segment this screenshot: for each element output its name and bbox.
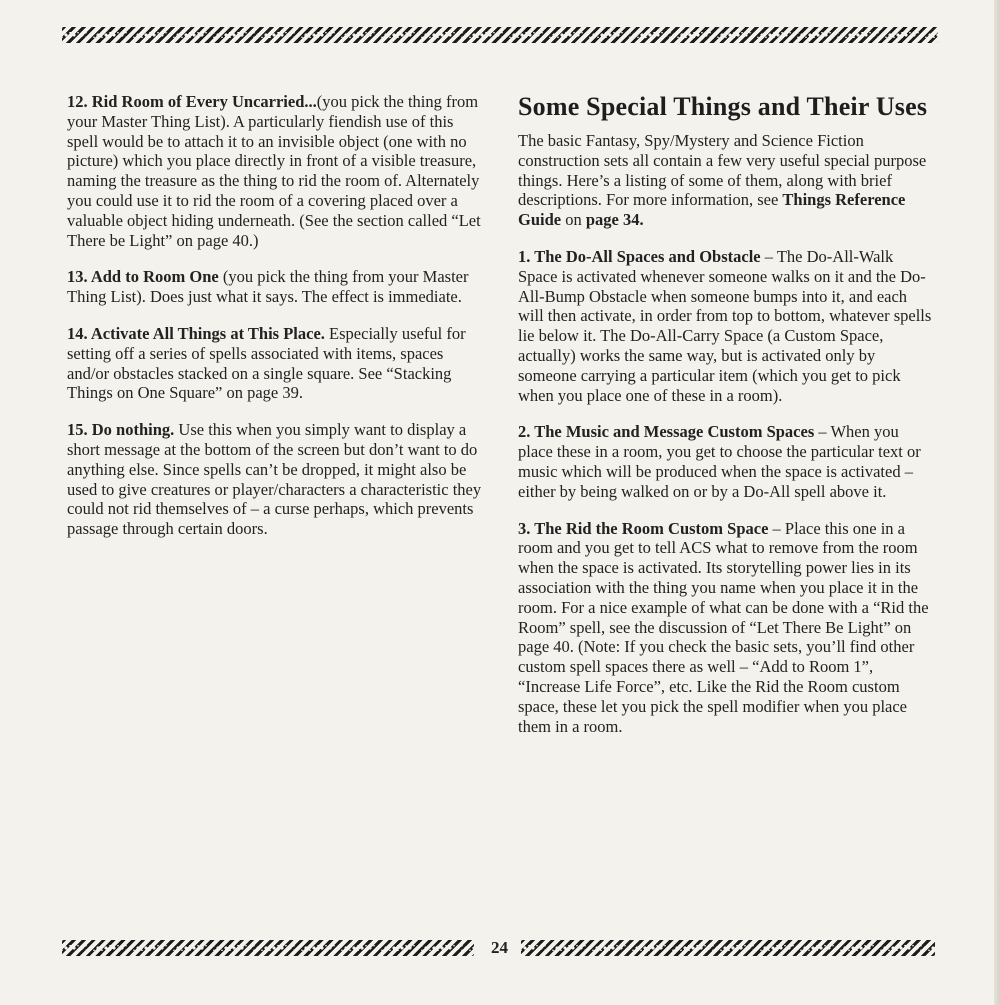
spell-13-paragraph xyxy=(67,267,485,307)
spell-15-title: 15. Do nothing. xyxy=(67,420,175,440)
spell-12-title: 12. Rid Room of Every Uncarried... xyxy=(67,92,317,111)
special-thing-1-text: – The Do-All-Walk Space is activated whenever someone walks on it and the Do-All-Bump Obstacle when someone bumps into it, and each will then activate, in order from top to bottom, whatever spells lie below it. The Do-All-Carry Space (a Custom Space, actually) works the same way, but is activated only by someone carrying a particular item (which you get to pick when you place one of these in a room). xyxy=(518,246,932,405)
page-edge-shadow xyxy=(994,0,1000,1005)
spell-13-title: 13. Add to Room One xyxy=(67,267,219,287)
special-thing-3-title: 3. The Rid the Room Custom Space xyxy=(518,518,769,538)
spell-12-text: (you pick the thing from your Master Thing List). A particularly fiendish use of this spell would be to attach it to an invisible object (one with no picture) which you place directly in front of a visible treasure, naming the treasure as the thing to rid the room of. Alternately you could use it to rid the room of a covering placed over a valuable object hiding underneath. (See the section called “Let There be Light” on page 40.) xyxy=(67,92,481,250)
special-thing-3-paragraph xyxy=(518,519,935,737)
right-column xyxy=(518,92,935,753)
spell-12-paragraph xyxy=(67,92,485,250)
bottom-decorative-border-right xyxy=(521,940,935,956)
left-column xyxy=(67,92,485,556)
intro-text: The basic Fantasy, Spy/Mystery and Science Fiction construction sets all contain a few very useful special purpose things. Here’s a listing of some of them, along with brief descriptions. For more information, see xyxy=(518,131,927,210)
spell-14-title: 14. Activate All Things at This Place. xyxy=(67,323,325,343)
special-thing-2-paragraph xyxy=(518,422,935,501)
special-thing-2-text: – When you place these in a room, you get to choose the particular text or music which will be produced when the space is activated – either by being walked on or by a Do-All spell above it. xyxy=(518,422,921,501)
page-number: 24 xyxy=(491,938,508,957)
bottom-decorative-border-left xyxy=(62,940,474,956)
special-thing-2-title: 2. The Music and Message Custom Spaces xyxy=(518,422,815,442)
section-heading: Some Special Things and Their Uses xyxy=(518,92,928,121)
special-thing-1-title: 1. The Do-All Spaces and Obstacle xyxy=(518,246,761,266)
spell-15-text: Use this when you simply want to display a short message at the bottom of the screen but don’t want to do anything else. Since spells can’t be dropped, it might also be used to give creatures or player/characters a characteristic they could not rid themselves of – a curse perhaps, which prevents passage through certain doors. xyxy=(67,420,482,539)
intro-page-ref: page 34. xyxy=(585,210,644,230)
top-decorative-border xyxy=(62,27,938,43)
spell-14-paragraph xyxy=(67,324,485,403)
special-thing-3-text: – Place this one in a room and you get to tell ACS what to remove from the room when the space is activated. Its storytelling power lies in its association with the thing you name when you place it in the room. For a nice example of what can be done with a “Rid the Room” spell, see the discussion of “Let There Be Light” on page 40. (Note: If you check the basic sets, you’ll find other custom spell spaces there as well – “Add to Room 1”, “Increase Life Force”, etc. Like the Rid the Room custom space, these let you pick the spell modifier when you place them in a room. xyxy=(518,518,929,736)
intro-reference: Things Reference Guide xyxy=(518,190,906,230)
spell-13-text: (you pick the thing from your Master Thing List). Does just what it says. The effect is immediate. xyxy=(67,267,469,307)
intro-paragraph xyxy=(518,131,935,230)
spell-15-paragraph xyxy=(67,420,485,539)
intro-mid: on xyxy=(561,210,586,230)
spell-14-text: Especially useful for setting off a series of spells associated with items, spaces and/or obstacles stacked on a single square. See “Stacking Things on One Square” on page 39. xyxy=(67,323,466,403)
special-thing-1-paragraph xyxy=(518,247,935,405)
